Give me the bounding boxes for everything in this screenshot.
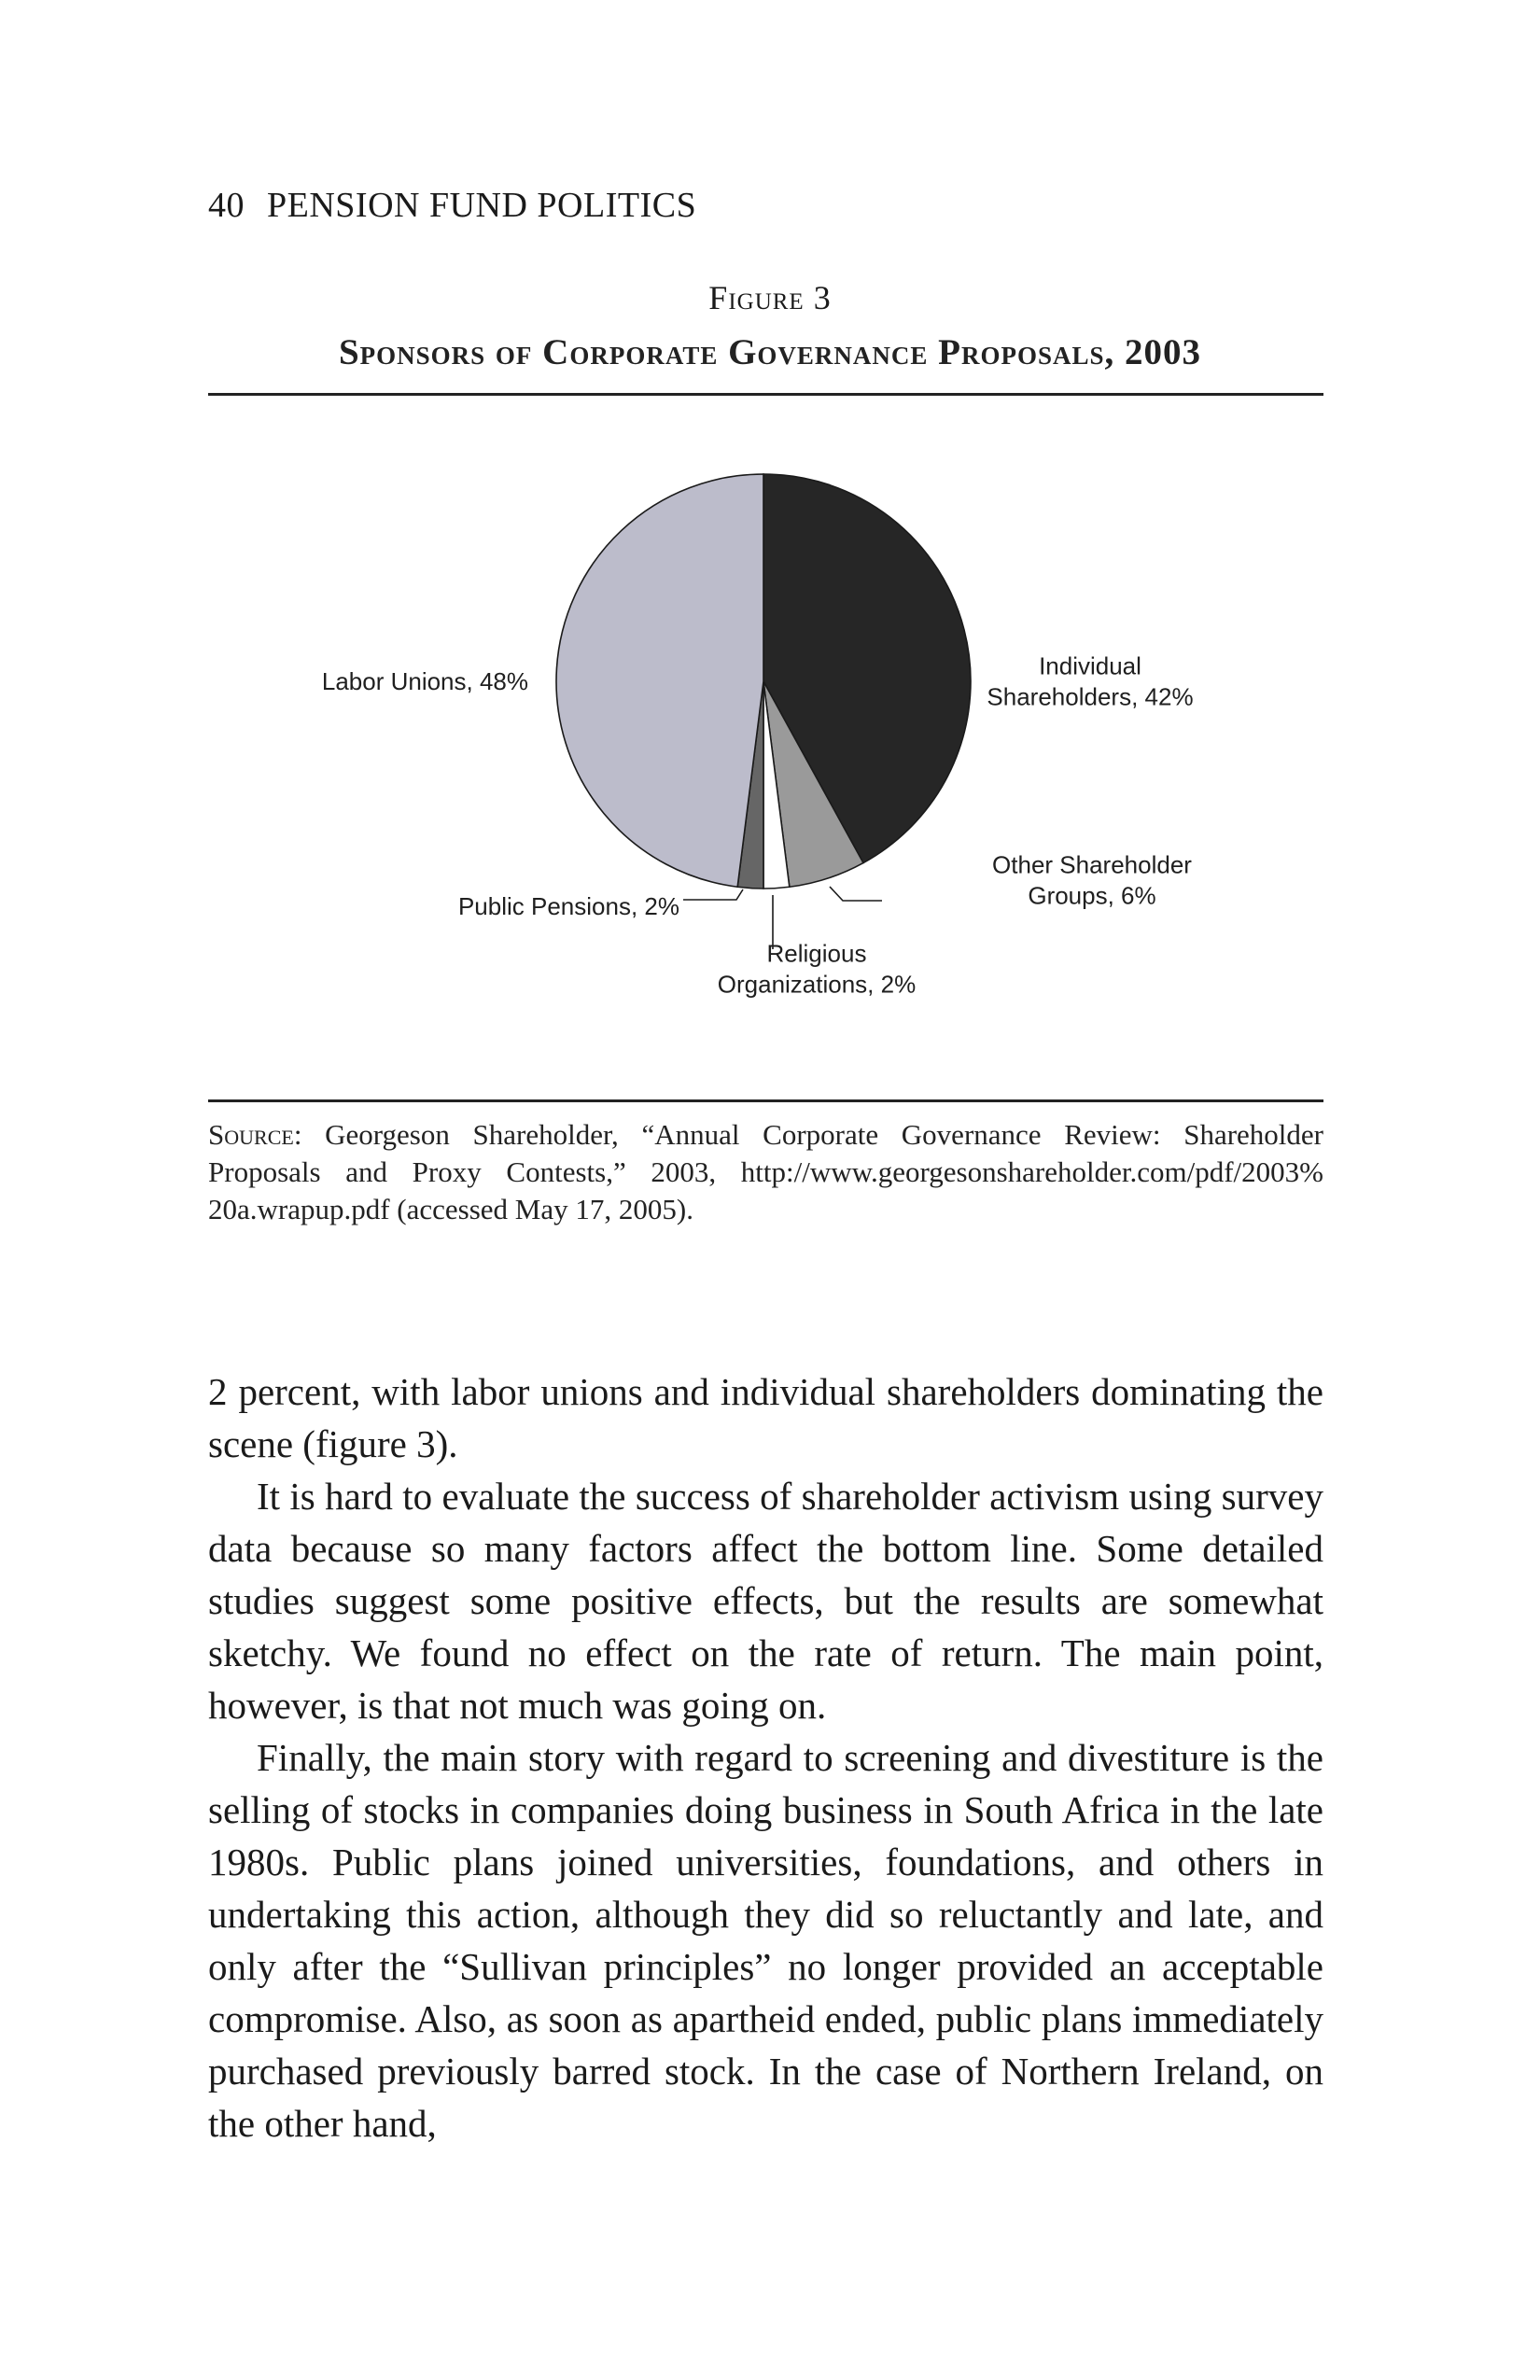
pie-slice bbox=[556, 474, 763, 887]
figure-title: Sponsors of Corporate Governance Proposals, 2003 bbox=[338, 332, 1202, 372]
figure-label: Figure 3 bbox=[708, 279, 832, 316]
slice-label-line: Labor Unions, 48% bbox=[321, 667, 528, 695]
slice-label bbox=[718, 940, 916, 999]
slice-label bbox=[322, 667, 528, 695]
figure-top-rule bbox=[208, 393, 1323, 396]
body-paragraph: Finally, the main story with regard to screening and divestiture is the selling of stocks in companies doing business in South Africa in the late 1980s. Public plans joined universities, foundations, and others in undertaking this action, although they did so reluctantly and late, and only after the “Sullivan principles” no longer provided an acceptable compromise. Also, as soon as apartheid ended, public plans immediately purchased previously barred stock. In the case of Northern Ireland, on the other hand, bbox=[208, 1736, 1323, 2145]
slice-label-line: Other Shareholder bbox=[992, 850, 1192, 879]
body-text bbox=[208, 1365, 1323, 2149]
pie-chart bbox=[208, 397, 1323, 1097]
leader-line bbox=[683, 889, 743, 900]
slice-label bbox=[458, 892, 679, 920]
leader-line bbox=[830, 887, 882, 901]
running-head bbox=[208, 185, 696, 226]
body-paragraph: It is hard to evaluate the success of shareholder activism using survey data because so many factors affect the bottom line. Some detailed studies suggest some positive effects, but the results are somewhat sketchy. We found no effect on the rate of return. The main point, however, is that not much was going on. bbox=[208, 1475, 1323, 1727]
slice-label-line: Shareholders, 42% bbox=[987, 682, 1194, 711]
source-text: : Georgeson Shareholder, “Annual Corporate Governance Review: Shareholder Proposals and Proxy Contests,” 2003, http://www.georgesonshareholder.com/pdf/2003% 20a.wrapup.pdf (accessed May 17, 2005). bbox=[208, 1118, 1323, 1225]
slice-label-line: Religious bbox=[766, 939, 867, 968]
slice-label-line: Public Pensions, 2% bbox=[457, 892, 679, 920]
page-number: 40 bbox=[208, 186, 245, 225]
slice-label bbox=[992, 851, 1192, 910]
figure-source-note bbox=[208, 1116, 1323, 1228]
slice-label-line: Groups, 6% bbox=[1028, 881, 1156, 910]
body-paragraph: 2 percent, with labor unions and individual shareholders dominating the scene (figure 3). bbox=[208, 1370, 1323, 1465]
slice-label-line: Individual bbox=[1039, 651, 1141, 680]
figure-bottom-rule bbox=[208, 1099, 1323, 1102]
running-title: PENSION FUND POLITICS bbox=[267, 186, 697, 225]
slice-label bbox=[987, 652, 1193, 711]
source-lead: Source bbox=[208, 1118, 294, 1151]
slice-label-line: Organizations, 2% bbox=[717, 970, 917, 999]
